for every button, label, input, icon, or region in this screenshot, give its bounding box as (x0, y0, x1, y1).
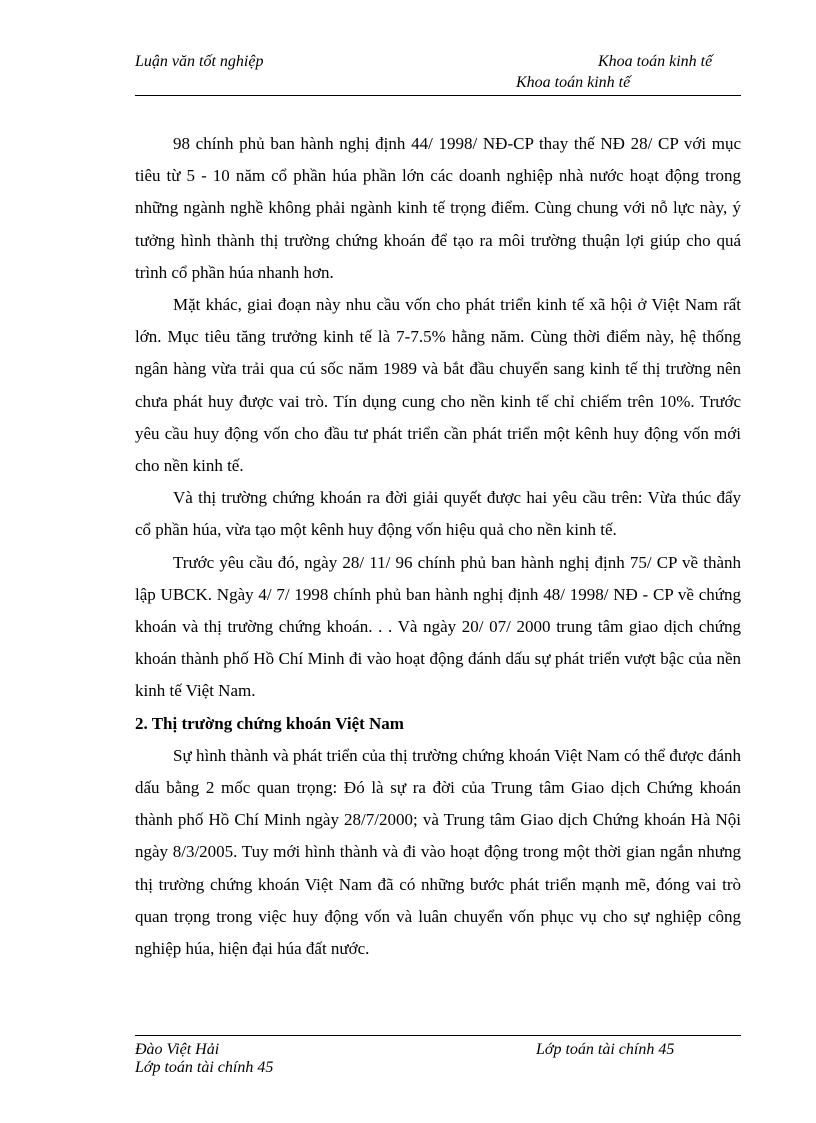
header-rule (135, 95, 741, 96)
footer-author: Đào Việt Hải (135, 1041, 220, 1058)
header-right-title-repeat: Khoa toán kinh tế (516, 74, 631, 91)
header-left-title: Luận văn tốt nghiệp (135, 53, 264, 70)
paragraph-4: Trước yêu cầu đó, ngày 28/ 11/ 96 chính phủ ban hành nghị định 75/ CP về thành lập UBCK. Ngày 4/ 7/ 1998 chính phủ ban hành nghị định 48/ 1998/ NĐ - CP về chứng khoán và thị trường chứng khoán. . . Và ngày 20/ 07/ 2000 trung tâm giao dịch chứng khoán thành phố Hồ Chí Minh đi vào hoạt động đánh dấu sự phát triển vượt bậc của nền kinh tế Việt Nam. (135, 552, 741, 701)
section-heading: 2. Thị trường chứng khoán Việt Nam (135, 713, 404, 733)
header-right-title: Khoa toán kinh tế (598, 53, 713, 70)
document-body (135, 128, 741, 965)
paragraph-1: 98 chính phủ ban hành nghị định 44/ 1998/ NĐ-CP thay thế NĐ 28/ CP với mục tiêu từ 5 - 10 năm cổ phần húa phần lớn các doanh nghiệp nhà nước hoạt động trong những ngành nghề không phải ngành kinh tế trọng điểm. Cùng chung với nỗ lực này, ý tưởng hình thành thị trường chứng khoán để tạo ra môi trường thuận lợi giúp cho quá trình cổ phần húa nhanh hơn. (135, 134, 741, 282)
footer-class-line2: Lớp toán tài chính 45 (135, 1059, 274, 1076)
paragraph-3: Và thị trường chứng khoán ra đời giải quyết được hai yêu cầu trên: Vừa thúc đẩy cổ phần húa, vừa tạo một kênh huy động vốn hiệu quả cho nền kinh tế. (135, 488, 741, 540)
footer-class-right: Lớp toán tài chính 45 (536, 1041, 675, 1058)
section-paragraph: Sự hình thành và phát triển của thị trường chứng khoán Việt Nam có thể được đánh dấu bằng 2 mốc quan trọng: Đó là sự ra đời của Trung tâm Giao dịch Chứng khoán thành phố Hồ Chí Minh ngày 28/7/2000; và Trung tâm Giao dịch Chứng khoán Hà Nội ngày 8/3/2005. Tuy mới hình thành và đi vào hoạt động trong một thời gian ngắn nhưng thị trường chứng khoán Việt Nam đã có những bước phát triển mạnh mẽ, đóng vai trò quan trọng trong việc huy động vốn và luân chuyển vốn phục vụ cho sự nghiệp công nghiệp húa, hiện đại húa đất nước. (135, 745, 741, 959)
paragraph-2: Mặt khác, giai đoạn này nhu cầu vốn cho phát triển kinh tế xã hội ở Việt Nam rất lớn. Mục tiêu tăng trưởng kinh tế là 7-7.5% hằng năm. Cùng thời điểm này, hệ thống ngân hàng vừa trải qua cú sốc năm 1989 và bắt đầu chuyển sang kinh tế thị trường nên chưa phát huy được vai trò. Tín dụng cung cho nền kinh tế chỉ chiếm trên 10%. Trước yêu cầu huy động vốn cho đầu tư phát triển cần phát triển một kênh huy động vốn mới cho nền kinh tế. (135, 295, 741, 476)
footer-rule (135, 1035, 741, 1036)
